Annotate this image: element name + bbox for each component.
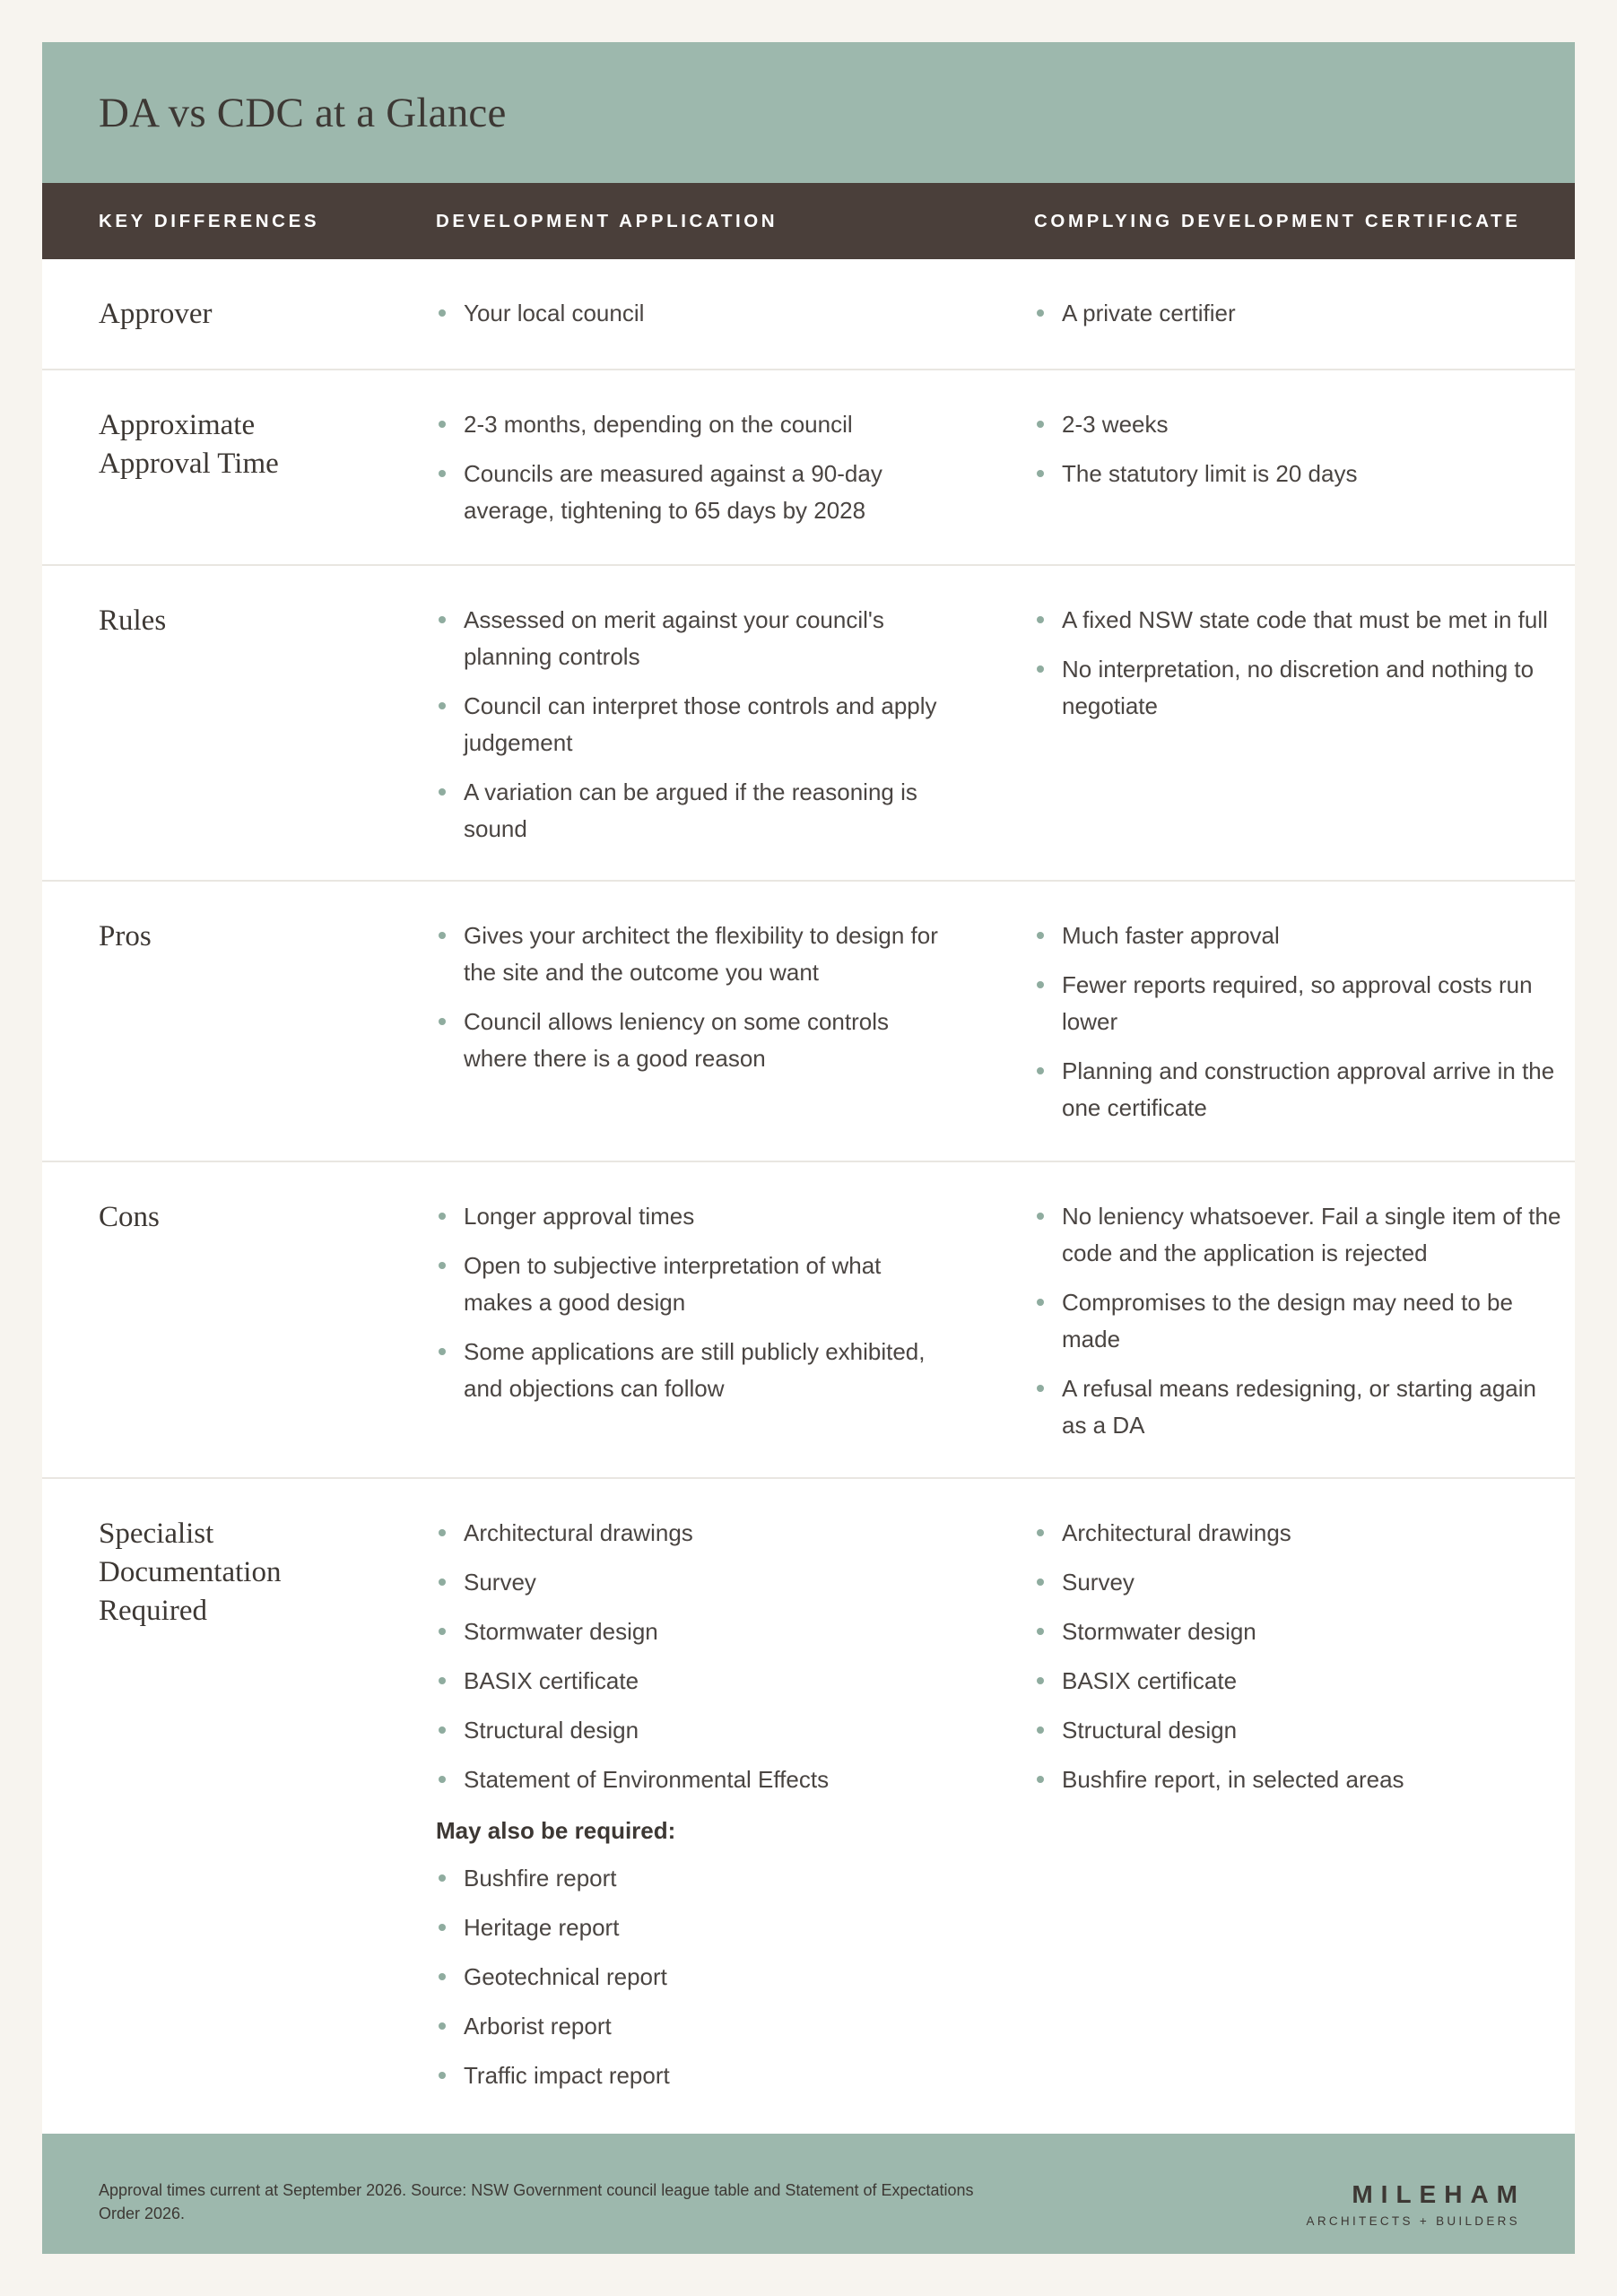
comparison-card	[42, 42, 1575, 2254]
list-item: Council allows leniency on some controls where there is a good reason	[436, 1004, 956, 1077]
list-item: BASIX certificate	[436, 1663, 956, 1700]
row-label: Cons	[99, 1201, 160, 1233]
cdc-list	[1034, 602, 1563, 725]
da-list	[436, 918, 956, 1077]
list-item: Council can interpret those controls and apply judgement	[436, 688, 956, 761]
da-list	[436, 1198, 956, 1407]
list-item: Traffic impact report	[436, 2057, 956, 2094]
list-item: Compromises to the design may need to be made	[1034, 1284, 1563, 1358]
cdc-cell	[1034, 1515, 1563, 1811]
list-item: Geotechnical report	[436, 1959, 956, 1996]
list-item: Stormwater design	[1034, 1613, 1563, 1650]
list-item: Open to subjective interpretation of what makes a good design	[436, 1248, 956, 1321]
list-item: A variation can be argued if the reasoning is sound	[436, 774, 956, 848]
list-item: Arborist report	[436, 2008, 956, 2045]
list-item: BASIX certificate	[1034, 1663, 1563, 1700]
column-header-key-differences: KEY DIFFERENCES	[99, 210, 320, 231]
may-also-be-required-heading: May also be required:	[436, 1817, 676, 1844]
row-label: Approver	[99, 298, 213, 330]
list-item: Your local council	[436, 295, 956, 332]
list-item: Longer approval times	[436, 1198, 956, 1235]
list-item: Assessed on merit against your council's planning controls	[436, 602, 956, 675]
list-item: 2-3 weeks	[1034, 406, 1563, 443]
column-header-complying-development-certificate: COMPLYING DEVELOPMENT CERTIFICATE	[1034, 210, 1521, 231]
list-item: A fixed NSW state code that must be met in full	[1034, 602, 1563, 639]
list-item: Architectural drawings	[1034, 1515, 1563, 1552]
cdc-cell	[1034, 602, 1563, 737]
list-item: 2-3 months, depending on the council	[436, 406, 956, 443]
cdc-cell	[1034, 1198, 1563, 1457]
cdc-cell	[1034, 295, 1563, 344]
cdc-list	[1034, 406, 1563, 492]
list-item: Planning and construction approval arrive in the one certificate	[1034, 1053, 1563, 1126]
da-extra-list	[436, 1860, 956, 2094]
table-row-approval-time	[42, 370, 1575, 566]
da-cell	[436, 602, 956, 860]
list-item: Councils are measured against a 90-day average, tightening to 65 days by 2028	[436, 456, 956, 529]
list-item: Bushfire report	[436, 1860, 956, 1897]
list-item: Much faster approval	[1034, 918, 1563, 954]
brand-tagline: ARCHITECTS + BUILDERS	[1306, 2214, 1520, 2228]
list-item: Structural design	[436, 1712, 956, 1749]
table-row-specialist-documentation	[42, 1479, 1575, 2134]
cdc-cell	[1034, 406, 1563, 505]
row-label: Rules	[99, 604, 167, 637]
list-item: Some applications are still publicly exhibited, and objections can follow	[436, 1334, 956, 1407]
column-header-development-application: DEVELOPMENT APPLICATION	[436, 210, 778, 231]
table-row-pros	[42, 882, 1575, 1162]
brand-logo	[1306, 2180, 1526, 2228]
list-item: No interpretation, no discretion and nothing to negotiate	[1034, 651, 1563, 725]
da-cell	[436, 918, 956, 1090]
list-item: A private certifier	[1034, 295, 1563, 332]
footer	[42, 2134, 1575, 2254]
brand-name: MILEHAM	[1352, 2180, 1526, 2208]
title-band	[42, 42, 1575, 183]
cdc-list	[1034, 1515, 1563, 1798]
list-item: Statement of Environmental Effects	[436, 1761, 956, 1798]
page-title: DA vs CDC at a Glance	[99, 89, 507, 136]
da-cell	[436, 295, 956, 344]
cdc-list	[1034, 1198, 1563, 1444]
list-item: No leniency whatsoever. Fail a single item of the code and the application is rejected	[1034, 1198, 1563, 1272]
row-label: Specialist Documentation Required	[99, 1518, 282, 1627]
list-item: Structural design	[1034, 1712, 1563, 1749]
list-item: Survey	[436, 1564, 956, 1601]
list-item: Fewer reports required, so approval costs run lower	[1034, 967, 1563, 1040]
list-item: Gives your architect the flexibility to design for the site and the outcome you want	[436, 918, 956, 991]
list-item: The statutory limit is 20 days	[1034, 456, 1563, 492]
source-note: Approval times current at September 2026. Source: NSW Government council league table and Statement of Expectations Order 2026.	[99, 2181, 974, 2222]
da-cell	[436, 406, 956, 542]
row-label: Pros	[99, 920, 152, 952]
da-list	[436, 602, 956, 848]
list-item: Bushfire report, in selected areas	[1034, 1761, 1563, 1798]
da-list	[436, 295, 956, 332]
da-list	[436, 1515, 956, 1798]
cdc-list	[1034, 918, 1563, 1126]
table-header	[42, 183, 1575, 259]
list-item: A refusal means redesigning, or starting again as a DA	[1034, 1370, 1563, 1444]
da-cell	[436, 1515, 956, 2107]
list-item: Survey	[1034, 1564, 1563, 1601]
da-list	[436, 406, 956, 529]
cdc-cell	[1034, 918, 1563, 1139]
table-row-rules	[42, 566, 1575, 882]
da-cell	[436, 1198, 956, 1420]
list-item: Architectural drawings	[436, 1515, 956, 1552]
list-item: Stormwater design	[436, 1613, 956, 1650]
list-item: Heritage report	[436, 1909, 956, 1946]
cdc-list	[1034, 295, 1563, 332]
table-row-approver	[42, 259, 1575, 370]
table-row-cons	[42, 1162, 1575, 1479]
row-label: Approximate Approval Time	[99, 409, 279, 480]
